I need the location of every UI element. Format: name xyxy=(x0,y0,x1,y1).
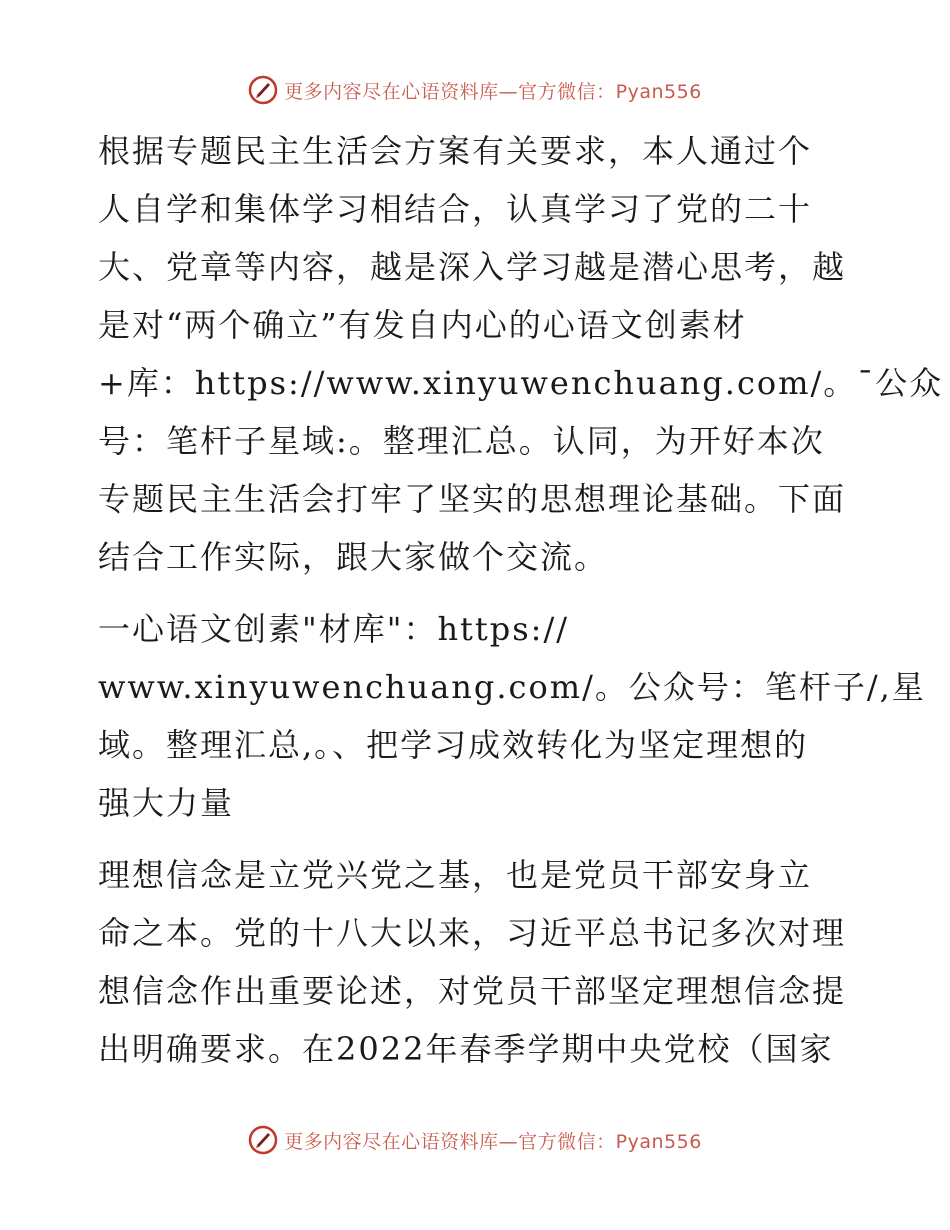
document-body xyxy=(98,122,944,1092)
header-banner-text: 更多内容尽在心语资料库—官方微信：Pyan556 xyxy=(284,80,702,103)
text-line: 大、党章等内容，越是深入学习越是潜心思考，越 xyxy=(98,248,847,286)
text-line: 是对“两个确立”有发自内心的心语文创素材 xyxy=(98,306,747,344)
text-line: 命之本。党的十八大以来，习近平总书记多次对理 xyxy=(98,914,847,952)
text-line: +库：https://www.xinyuwenchuang.com/。¯公众 xyxy=(98,364,944,402)
paragraph-3 xyxy=(98,846,854,1078)
text-line: 想信念作出重要论述，对党员干部坚定理想信念提 xyxy=(98,972,847,1010)
paragraph-1 xyxy=(98,122,944,586)
text-line: 结合工作实际，跟大家做个交流。 xyxy=(98,538,609,576)
header-banner xyxy=(0,70,950,110)
text-line: 理想信念是立党兴党之基，也是党员干部安身立 xyxy=(98,856,813,894)
text-line: 人自学和集体学习相结合，认真学习了党的二十 xyxy=(98,190,813,228)
text-line: www.xinyuwenchuang.com/。公众号：笔杆子/,星 xyxy=(98,668,926,706)
text-line: 出明确要求。在2022年春季学期中央党校（国家 xyxy=(98,1030,834,1068)
text-line: 专题民主生活会打牢了坚实的思想理论基础。下面 xyxy=(98,480,847,518)
text-line: 强大力量 xyxy=(98,784,235,822)
footer-banner-text: 更多内容尽在心语资料库—官方微信：Pyan556 xyxy=(284,1130,702,1153)
brand-logo-icon xyxy=(248,1125,278,1155)
text-line: 域。整理汇总,。、把学习成效转化为坚定理想的 xyxy=(98,726,809,764)
footer-banner xyxy=(0,1120,950,1160)
brand-logo-icon xyxy=(248,75,278,105)
paragraph-2 xyxy=(98,600,926,832)
text-line: 号：笔杆子星域:。整理汇总。认同，为开好本次 xyxy=(98,422,825,460)
text-line: 一心语文创素"材库"：https:// xyxy=(98,610,570,648)
text-line: 根据专题民主生活会方案有关要求，本人通过个 xyxy=(98,132,813,170)
